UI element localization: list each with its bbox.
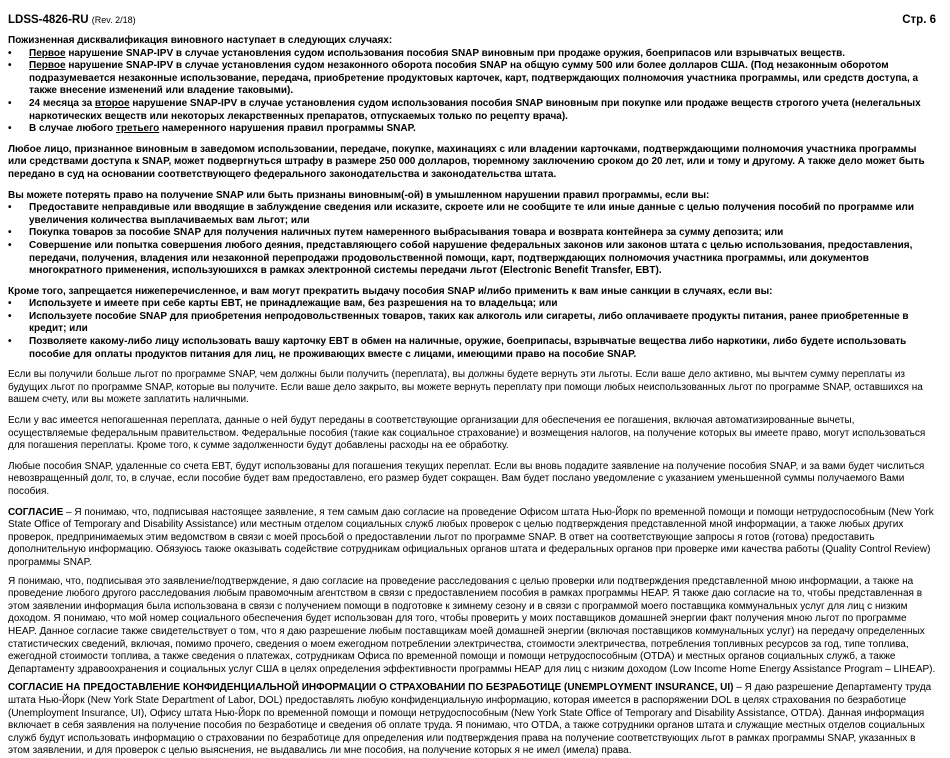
list-item: • Используете и имеете при себе карты EBT, не принадлежащие вам, без разрешения на то владельца; или [8, 298, 558, 310]
bullet-icon: • [8, 336, 12, 348]
ui-consent-paragraph: СОГЛАСИЕ НА ПРЕДОСТАВЛЕНИЕ КОНФИДЕНЦИАЛЬНОЙ ИНФОРМАЦИИ О СТРАХОВАНИИ ПО БЕЗРАБОТИЦЕ (UNEMPLOYMENT INSURANCE, UI) – Я даю разрешение Департаменту труда штата Нью-Йорк (New York State Department of Labor, DOL) предоставлять любую конфиденциальную информацию, которая имеется в распоряжении DOL в целях страхования по безработице (Unemployment Insurance, UI), Офису штата Нью-Йорк по временной помощи и помощи нетрудоспособным (New York State Office of Temporary and Disability Assistance, OTDA). Данная информация включает в себя заявления на получение пособия по безработице и сведения об оплате труда. Я понимаю, что OTDA, а также сотрудники органов штата и служащие местных отделов социальных служб будут использовать информацию о страховании по безработице для определения или подтверждения права на получение соответствующих льгот в рамках программы SNAP, указанных в этом заявлении, и для проверок с целью выяснения, не выдавались ли мне пособия, на получение которых я не имел (имела) права. [8, 682, 932, 757]
bullet-icon: • [8, 239, 12, 251]
bullet-icon: • [8, 47, 12, 59]
revision-date: (Rev. 2/18) [91, 15, 136, 25]
bullet-icon: • [8, 298, 12, 310]
list-item: • В случае любого третьего намеренного нарушения правил программы SNAP. [8, 123, 416, 135]
page-number: Стр. 6 [902, 14, 936, 26]
list-item: • Покупка товаров за пособие SNAP для получения наличных путем намеренного выбрасывания товара и возврата контейнера за сумму депозита; или [8, 227, 784, 239]
bullet-icon: • [8, 123, 12, 135]
bullet-icon: • [8, 60, 12, 72]
form-number: LDSS-4826-RU [8, 14, 89, 26]
ui-consent-title: СОГЛАСИЕ НА ПРЕДОСТАВЛЕНИЕ КОНФИДЕНЦИАЛЬНОЙ ИНФОРМАЦИИ О СТРАХОВАНИИ ПО БЕЗРАБОТИЦЕ (UNEMPLOYMENT INSURANCE, UI) [8, 682, 734, 694]
overpayment-paragraph-2: Если у вас имеется непогашенная переплата, данные о ней будут переданы в соответствующие организации для обеспечения ее погашения, включая автоматизированные вычеты, осуществляемые федеральным правительством. Федеральные пособия (такие как социальное страхование) и возмещения налогов, на получение которых вы имеете право, могут использоваться для погашения переплаты. Кроме того, к сумме задолженности будут добавлены расходы на ее обработку. [8, 415, 926, 452]
consent-title: СОГЛАСИЕ [8, 506, 64, 518]
lifetime-intro: Пожизненная дисквалификация виновного наступает в следующих случаях: [8, 35, 393, 46]
bullet-icon: • [8, 227, 12, 239]
list-item: • Первое нарушение SNAP-IPV в случае установления судом использования пособия SNAP виновным при продаже оружия, боеприпасов или взрывчатых веществ. [8, 47, 846, 59]
list-item: • Предоставите неправдивые или вводящие в заблуждение сведения или исказите, скроете или не сообщите те или иные данные с целью получения пособий по программе или увеличения количества выплачиваемых вам льгот; или [8, 202, 914, 226]
lose-right-list [8, 202, 936, 278]
overpayment-paragraph-3: Любые пособия SNAP, удаленные со счета EBT, будут использованы для погашения текущих переплат. Если вы вновь подадите заявление на получение пособия SNAP, и за вами будет числиться невозвращенный долг, то, в случае, если пособие будет вам предоставлено, его размер будет сокращен. Вам будет послано уведомление с указанием уменьшенной суммы получаемого Вами пособия. [8, 460, 925, 497]
overpayment-paragraph-1: Если вы получили больше льгот по программе SNAP, чем должны были получить (переплата), вы должны будете вернуть эти льготы. Если ваше дело активно, мы вычтем сумму переплаты из будущих льгот по программе SNAP, которые вы получите. Если ваше дело закрыто, вы можете вернуть переплату при помощи любых неиспользованных льгот по программе SNAP, оставшихся на вашем счету, или вы можете заплатить наличными. [8, 369, 923, 406]
list-item: • Первое нарушение SNAP-IPV в случае установления судом незаконного оборота пособия SNAP на общую сумму 500 или более долларов США. (Под незаконным оборотом подразумевается незаконные использование, передача, приобретение продуктовых карточек, карт, подтверждающих полномочия участника программы, или средств доступа, а также внесение изменений или владение таковыми). [8, 60, 919, 97]
heap-paragraph: Я понимаю, что, подписывая это заявление/подтверждение, я даю согласие на проведение расследования с целью проверки или подтверждения представленной мною информации, а также на проведение любого другого расследования любым правомочным агентством в связи с предоставлением пособия в рамках программы HEAP. Я также даю согласие на то, чтобы представленная в этом заявлении информация была использована в связи с получением помощи в подготовке к зимнему сезону и в связи с программой моего поставщика коммунальных услуг для лиц с низким доходом. Я понимаю, что мой номер социального обеспечения будет использован для того, чтобы проверить у моих поставщиков домашней энергии факт получения мною льгот по программе HEAP. Данное согласие также свидетельствует о том, что я даю разрешение любым поставщикам моей домашней энергии (включая поставщиков коммунальных услуг) на передачу определенных статистических сведений, включая, помимо прочего, сведения о моем ежегодном потреблении электричества, стоимости электричества, потребления топливных ресурсов за год, типе топлива, ежегодной стоимости топлива, а также сведения о платежах, сотрудникам Офиса по временной помощи и помощи нетрудоспособным (OTDA) и местных органов социальных служб, а также Департаменту здравоохранения и социальных услуг США в целях определения эффективности программы HEAP для лиц с низким доходом (Low Income Home Energy Assistance Program – LIHEAP). [8, 575, 936, 675]
list-item: • Совершение или попытка совершения любого деяния, представляющего собой нарушение федеральных законов или законов штата с целью использования, предоставления, передачи, получения, владения или незаконной перепродажи продовольственной помощи, карт, подтверждающих полномочия участника программы, или документов многократного применения, используюшихся в рамках электронной системы передачи льгот (Electronic Benefit Transfer, EBT). [8, 239, 913, 277]
consent-paragraph: СОГЛАСИЕ – Я понимаю, что, подписывая настоящее заявление, я тем самым даю согласие на проведение Офисом штата Нью-Йорк по временной помощи и помощи нетрудоспособным (New York State Office of Temporary and Disability Assistance) или местным отделом социальных служб любых проверок с целью подтверждения представленной мной информации, а также любых других проверок, предпринимаемых этим ведомством в связи с моей просьбой о предоставлении льгот по программе SNAP. В ответ на соответствующие запросы я готов (готова) предоставить дополнительную информацию. Обязуюсь также оказывать содействие сотрудникам официальных органов штата и федеральных органов при проверке ими качества работы (Quality Control Review) программы SNAP. [8, 506, 934, 568]
list-item: • Позволяете какому-либо лицу использовать вашу карточку EBT в обмен на наличные, оружие, боеприпасы, взрывчатые вещества либо наркотики, либо будете использовать пособие для оплаты продуктов питания для лиц, не проживающих вместе с лицами, имеющими право на пособие SNAP. [8, 336, 907, 360]
lifetime-list [8, 48, 936, 136]
form-id [8, 14, 136, 26]
bullet-icon: • [8, 97, 12, 109]
fine-paragraph: Любое лицо, признанное виновным в заведомом использовании, передаче, покупке, махинациях с или владении карточками, подтверждающими полномочия участника программы или средствами доступа к SNAP, может подвергнуться штрафу в размере 250 000 долларов, тюремному заключению сроком до 20 лет, или и тому и другому. А также дело может быть передано в суд на основании соответствующего федерального законодательства и законодательства штата. [8, 143, 925, 180]
document-body [8, 35, 936, 758]
page-header [8, 6, 936, 24]
lose-right-intro: Вы можете потерять право на получение SNAP или быть признаны виновным(-ой) в умышленном нарушении правил программы, если вы: [8, 189, 710, 201]
sanctions-intro: Кроме того, запрещается нижеперечисленное, и вам могут прекратить выдачу пособия SNAP и/либо применить к вам иные санкции в случаях, если вы: [8, 285, 773, 297]
list-item: • 24 месяца за второе нарушение SNAP-IPV в случае установления судом использования пособия SNAP виновным при покупке или продаже веществ строгого учета (нелегальных наркотических веществ или некоторых лекарственных препаратов, отпускаемых только по рецепту врача). [8, 97, 921, 122]
bullet-icon: • [8, 310, 12, 322]
list-item: • Используете пособие SNAP для приобретения непродовольственных товаров, таких как алкоголь или сигареты, либо оплачиваете продукты питания, ранее приобретенные в кредит; или [8, 310, 909, 335]
sanctions-list [8, 298, 936, 361]
bullet-icon: • [8, 202, 12, 214]
document-page [8, 6, 936, 757]
